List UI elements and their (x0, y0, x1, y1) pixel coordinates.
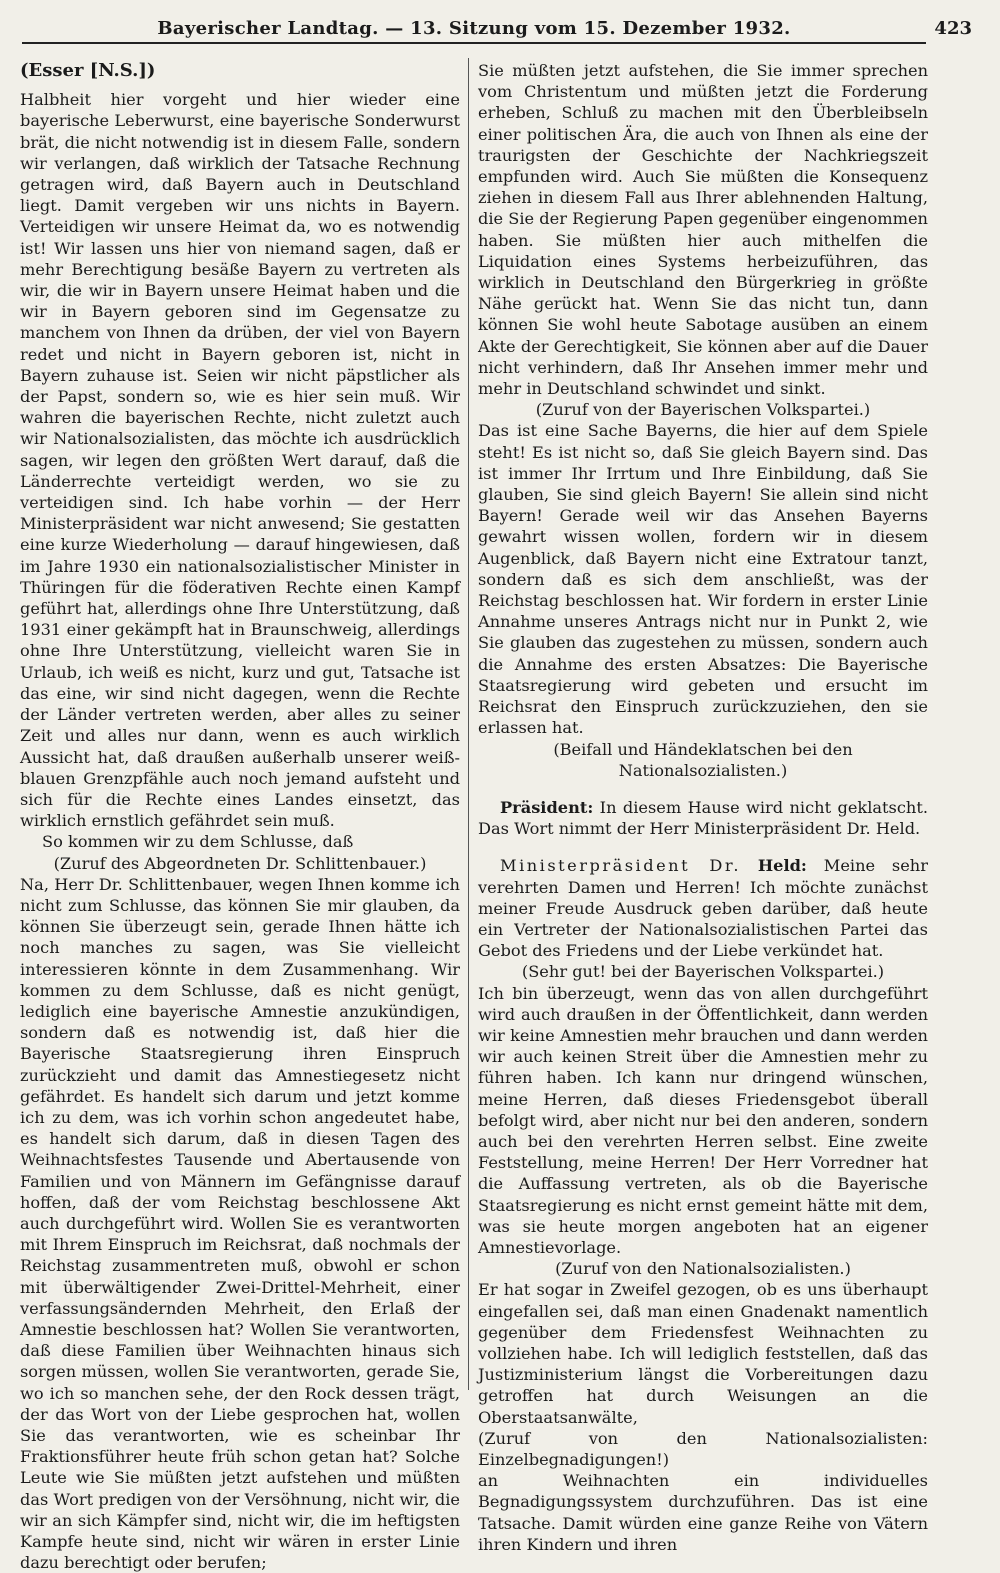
page-number: 423 (934, 18, 972, 39)
column-divider (468, 58, 469, 1390)
spacer (478, 781, 928, 797)
applause-note: (Beifall und Händeklatschen bei den Nationalsozialisten.) (553, 739, 853, 780)
minister-label: Ministerpräsident Dr. (500, 856, 742, 876)
president-statement (478, 797, 928, 839)
spacer (20, 81, 460, 89)
right-column (478, 60, 928, 1555)
paragraph: Er hat sogar in Zweifel gezogen, ob es uns überhaupt eingefallen sei, daß man einen Gnadenakt namentlich gegenüber dem Friedensfest Weihnachten zu vollziehen habe. Ich will lediglich feststellen, daß das Justizministerium längst die Vorbereitungen dazu getroffen hat durch Weisungen an die Oberstaatsanwälte, (478, 1280, 928, 1427)
running-header (22, 18, 972, 44)
interjection: (Sehr gut! bei der Bayerischen Volkspartei.) (521, 962, 885, 982)
interjection: (Zuruf von den Nationalsozialisten.) (555, 1259, 851, 1279)
paragraph: Ich bin überzeugt, wenn das von allen durchgeführt wird auch draußen in der Öffentlichkeit, dann werden wir keine Amnestien mehr brauchen und dann werden wir auch keinen Streit über die Amnestien mehr zu führen haben. Ich kann nur dringend wünschen, meine Herren, daß dieses Friedensgebot überall befolgt wird, aber nicht nur bei den anderen, sondern auch bei den verehrten Herren selbst. Eine zweite Feststellung, meine Herren! Der Herr Vorredner hat die Auffassung vertreten, als ob die Bayerische Staatsregierung es nicht ernst gemeint hätte mit dem, was sie heute morgen angeboten hat an eigener Amnestievorlage. (478, 983, 928, 1257)
president-label: Präsident: (500, 797, 594, 817)
paragraph: Na, Herr Dr. Schlittenbauer, wegen Ihnen komme ich nicht zum Schlusse, das können Sie mir glauben, da können Sie überzeugt sein, gerade Ihnen hätte ich noch manches zu sagen, was Sie vielleicht interessieren könnte in dem Zusammenhang. Wir kommen zu dem Schlusse, daß es nicht genügt, lediglich eine bayerische Amnestie anzukündigen, sondern daß es notwendig ist, daß hier die Bayerische Staatsregierung ihren Einspruch zurückzieht und damit das Amnestiegesetz nicht gefährdet. Es handelt sich darum und jetzt komme ich zu dem, was ich vorhin schon angedeutet habe, es handelt sich darum, daß in diesen Tagen des Weihnachtsfestes Tausende und Abertausende von Familien und von Männern im Gefängnisse darauf hoffen, daß der vom Reichstag beschlossene Akt auch durchgeführt wird. Wollen Sie es verantworten mit Ihrem Einspruch im Reichsrat, daß nochmals der Reichstag zusammentreten muß, obwohl er schon mit überwältigender Zwei-Drittel-Mehrheit, einer verfassungsändernden Mehrheit, den Erlaß der Amnestie beschlossen hat? Wollen Sie verantworten, daß diese Familien über Weihnachten hinaus sich sorgen müssen, wollen Sie verantworten, gerade Sie, wo ich so manchen sehe, der den Rock dessen trägt, der das Wort von der Liebe gesprochen hat, wollen Sie das verantworten, wie es scheinbar Ihr Fraktionsführer heute früh schon getan hat? Solche Leute wie Sie müßten jetzt aufstehen und müßten das Wort predigen von der Versöhnung, nicht wir, die wir an sich Kämpfer sind, nicht wir, die im heftigsten Kampfe heute sind, nicht wir wären in erster Linie dazu berechtigt oder berufen; (20, 874, 460, 1573)
running-title: Bayerischer Landtag. — 13. Sitzung vom 15. Dezember 1932. (157, 18, 791, 39)
interjection: (Zuruf des Abgeordneten Dr. Schlittenbauer.) (53, 853, 427, 873)
paragraph: Sie müßten jetzt aufstehen, die Sie immer sprechen vom Christentum und müßten jetzt die Forderung erheben, Schluß zu machen mit den Überbleibseln einer politischen Ära, die auch von Ihnen als eine der traurigsten der Geschichte der Nachkriegszeit empfunden wird. Auch Sie müßten die Konsequenz ziehen in diesem Fall aus Ihrer ablehnenden Haltung, die Sie der Regierung Papen gegenüber eingenommen haben. Sie müßten hier auch mithelfen die Liquidation eines Systems herbeizuführen, das wirklich in Deutschland den Bürgerkrieg in größte Nähe gerückt hat. Wenn Sie das nicht tun, dann können Sie wohl heute Sabotage ausüben an einem Akte der Gerechtigkeit, Sie können aber auf die Dauer nicht verhindern, daß Ihr Ansehen immer mehr und mehr in Deutschland schwindet und sinkt. (478, 61, 928, 399)
spacer (478, 839, 928, 855)
president-text: In diesem Hause wird nicht geklatscht. Das Wort nimmt der Herr Ministerpräsident Dr. Held. (478, 797, 929, 839)
paragraph: So kommen wir zu dem Schlusse, daß (42, 832, 354, 852)
paragraph: an Weihnachten ein individuelles Begnadigungssystem durchzuführen. Das ist eine Tatsache. Damit würden eine ganze Reihe von Vätern ihren Kindern und ihren (478, 1471, 928, 1554)
paragraph: Das ist eine Sache Bayerns, die hier auf dem Spiele steht! Es ist nicht so, daß Sie gleich Bayern sind. Das ist immer Ihr Irrtum und Ihre Einbildung, daß Sie glauben, Sie sind gleich Bayern! Sie allein sind nicht Bayern! Gerade weil wir das Ansehen Bayerns gewahrt wissen wollen, fordern wir in diesem Augenblick, daß Bayern nicht eine Extratour tanzt, sondern daß es sich dem anschließt, was der Reichstag beschlossen hat. Wir fordern in erster Linie Annahme unseres Antrags nicht nur in Punkt 2, wie Sie glauben das zugestehen zu müssen, sondern auch die Annahme des ersten Absatzes: Die Bayerische Staatsregierung wird gebeten und ersucht im Reichsrat den Einspruch zurückzuziehen, den sie erlassen hat. (478, 421, 928, 738)
left-column (20, 60, 460, 1573)
interjection: (Zuruf von der Bayerischen Volkspartei.) (535, 400, 871, 420)
speaker-label: (Esser [N.S.]) (20, 60, 156, 81)
interjection: (Zuruf von den Nationalsozialisten: Einzelbegnadigungen!) (478, 1428, 928, 1469)
paragraph: Halbheit hier vorgeht und hier wieder eine bayerische Leberwurst, eine bayerische Sonderwurst brät, die nicht notwendig ist in diesem Falle, sondern wir verlangen, daß wirklich der Tatsache Rechnung getragen wird, daß Bayern auch in Deutschland liegt. Damit vergeben wir uns nichts in Bayern. Verteidigen wir unsere Heimat da, wo es notwendig ist! Wir lassen uns hier von niemand sagen, daß er mehr Berechtigung besäße Bayern zu vertreten als wir, die wir in Bayern unsere Heimat haben und die wir in Bayern geboren sind im Gegensatze zu manchem von Ihnen da drüben, der viel von Bayern redet und nicht in Bayern geboren ist, nicht in Bayern zuhause ist. Seien wir nicht päpstlicher als der Papst, sondern so, wie es hier sein muß. Wir wahren die bayerischen Rechte, nicht zuletzt auch wir Nationalsozialisten, das möchte ich ausdrücklich sagen, wir legen den größten Wert darauf, daß die Länderrechte verteidigt werden, wo sie zu verteidigen sind. Ich habe vorhin — der Herr Ministerpräsident war nicht anwesend; Sie gestatten eine kurze Wiederholung — darauf hingewiesen, daß im Jahre 1930 ein nationalsozialistischer Minister in Thüringen für die föderativen Rechte einen Kampf geführt hat, allerdings ohne Ihre Unterstützung, daß 1931 einer gekämpft hat in Braunschweig, allerdings ohne Ihre Unterstützung, vielleicht waren Sie in Urlaub, ich weiß es nicht, kurz und gut, Tatsache ist das eine, wir sind nicht dagegen, wenn die Rechte der Länder vertreten werden, aber alles zu seiner Zeit und alles nur dann, wenn es auch wirklich Aussicht hat, daß draußen außerhalb unserer weiß-blauen Grenzpfähle auch noch jemand aufsteht und sich für die Rechte eines Landes einsetzt, das wirklich ernstlich gefährdet sein muß. (20, 90, 460, 831)
minister-text: Meine sehr verehrten Damen und Herren! Ich möchte zunächst meiner Freude Ausdruck geben darüber, daß heute ein Vertreter der Nationalsozialistischen Partei das Gebot des Friedens und der Liebe verkündet hat. (478, 856, 928, 961)
minister-statement (478, 855, 928, 961)
minister-name: Held: (757, 856, 807, 876)
